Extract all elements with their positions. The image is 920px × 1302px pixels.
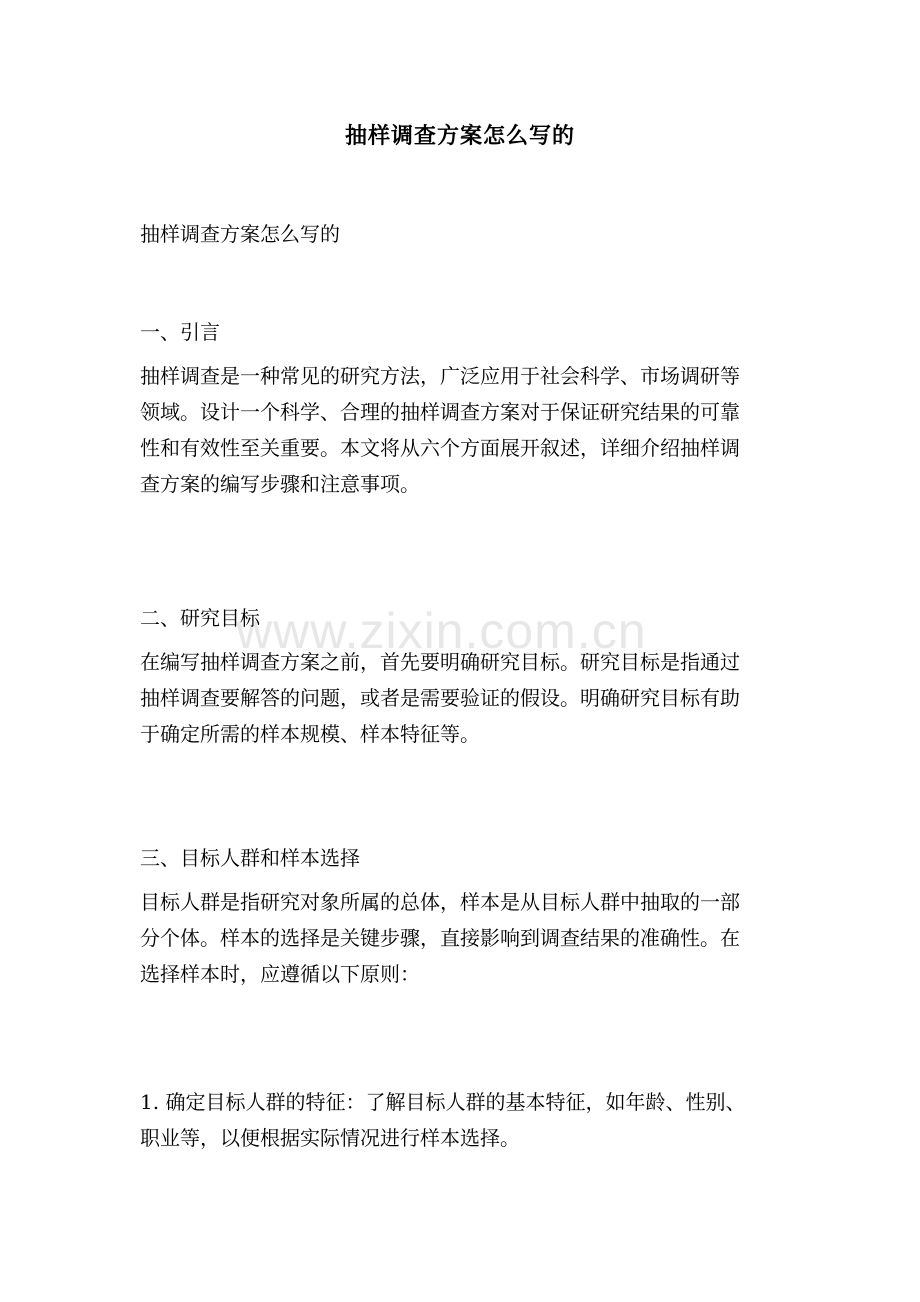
section-introduction	[140, 314, 790, 502]
paragraph-line: 职业等，以便根据实际情况进行样本选择。	[140, 1126, 520, 1150]
section-paragraph	[140, 644, 790, 752]
paragraph-line: 选择样本时，应遵循以下原则：	[140, 962, 420, 986]
document-title: 抽样调查方案怎么写的	[344, 123, 575, 149]
paragraph-line: 分个体。样本的选择是关键步骤，直接影响到调查结果的准确性。在	[140, 926, 740, 950]
section-target-population	[140, 840, 790, 992]
section-heading: 一、引言	[140, 320, 220, 344]
paragraph-line: 领域。设计一个科学、合理的抽样调查方案对于保证研究结果的可靠	[140, 400, 740, 424]
paragraph-line: 查方案的编写步骤和注意事项。	[140, 472, 420, 496]
section-heading: 三、目标人群和样本选择	[140, 846, 360, 870]
list-item-text	[140, 1084, 790, 1156]
paragraph-line: 目标人群是指研究对象所属的总体，样本是从目标人群中抽取的一部	[140, 890, 740, 914]
paragraph-line: 1. 确定目标人群的特征：了解目标人群的基本特征，如年龄、性别、	[140, 1090, 746, 1114]
section-paragraph	[140, 358, 790, 502]
section-paragraph	[140, 884, 790, 992]
paragraph-line: 于确定所需的样本规模、样本特征等。	[140, 722, 480, 746]
paragraph-line: 抽样调查要解答的问题，或者是需要验证的假设。明确研究目标有助	[140, 686, 740, 710]
section-research-goal	[140, 600, 790, 752]
watermark: www.zixin.com.cn	[236, 603, 647, 659]
list-item	[140, 1084, 790, 1156]
paragraph-line: 抽样调查是一种常见的研究方法，广泛应用于社会科学、市场调研等	[140, 364, 740, 388]
paragraph-line: 性和有效性至关重要。本文将从六个方面展开叙述，详细介绍抽样调	[140, 436, 740, 460]
section-heading: 二、研究目标	[140, 606, 260, 630]
document-subtitle: 抽样调查方案怎么写的	[140, 222, 340, 246]
paragraph-line: 在编写抽样调查方案之前，首先要明确研究目标。研究目标是指通过	[140, 650, 740, 674]
